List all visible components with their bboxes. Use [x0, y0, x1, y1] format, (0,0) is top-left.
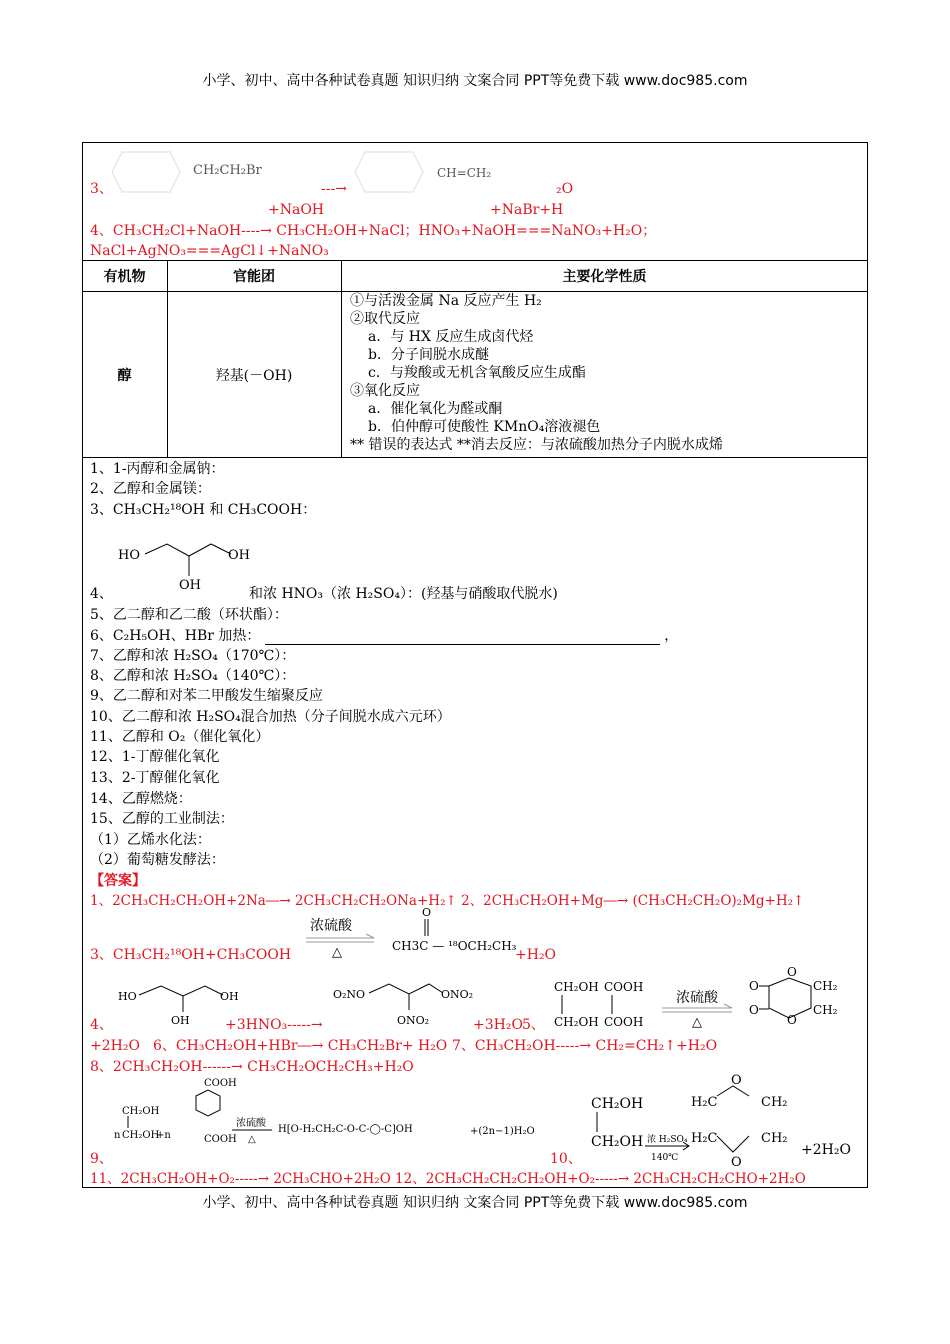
table-col-divider [341, 260, 342, 457]
answer-5-water: +2H₂O [90, 1038, 140, 1054]
question-10: 10、乙二醇和浓 H₂SO₄混合加热（分子间脱水成六元环） [90, 709, 451, 725]
question-7: 7、乙醇和浓 H₂SO₄（170℃）： [90, 648, 296, 664]
svg-text:HO: HO [118, 990, 137, 1003]
svg-text:140℃: 140℃ [651, 1153, 679, 1163]
answer-5-condition-arrow [656, 986, 740, 1032]
svg-text:OH: OH [171, 1014, 190, 1027]
page-header: 小学、初中、高中各种试卷真题 知识归纳 文案合同 PPT等免费下载 www.doc985.com [202, 73, 748, 89]
svg-text:ONO₂: ONO₂ [397, 1014, 430, 1027]
question-3: 3、CH₃CH₂¹⁸OH 和 CH₃COOH： [90, 502, 317, 518]
property-line: b．分子间脱水成醚 [368, 347, 489, 363]
table-cell-group: 羟基(－OH) [215, 368, 293, 384]
reaction-3-tail: ₂O [556, 181, 574, 197]
answer-title: 【答案】 [90, 873, 146, 889]
table-rule [82, 457, 868, 458]
svg-text:COOH: COOH [604, 1015, 644, 1029]
question-15: 15、乙醇的工业制法： [90, 811, 234, 827]
question-8: 8、乙醇和浓 H₂SO₄（140℃）： [90, 668, 296, 684]
table-col-divider [167, 260, 168, 457]
svg-text:+(2n−1)H₂O: +(2n−1)H₂O [470, 1126, 535, 1137]
svg-text:O: O [787, 965, 797, 979]
answer-3-water: +H₂O [515, 947, 557, 963]
svg-text:O₂NO: O₂NO [333, 988, 366, 1001]
svg-text:O: O [749, 1003, 759, 1017]
page-footer: 小学、初中、高中各种试卷真题 知识归纳 文案合同 PPT等免费下载 www.doc985.com [202, 1195, 748, 1211]
table-rule [82, 260, 868, 261]
answer-7: 7、CH₃CH₂OH-----→ CH₂=CH₂↑+H₂O [452, 1038, 718, 1054]
cyclic-ester-structure [745, 964, 845, 1034]
properties-list [350, 292, 723, 454]
property-line: ②取代反应 [350, 311, 420, 327]
answer-4-water: +3H₂O [473, 1017, 523, 1033]
answer-4-number: 4、 [90, 1017, 113, 1033]
answer-9-number: 9、 [90, 1151, 113, 1167]
reaction-4-line1: 4、CH₃CH₂Cl+NaOH----→ CH₃CH₂OH+NaCl；HNO₃+NaOH===NaNO₃+H₂O； [90, 223, 657, 239]
svg-text:△: △ [332, 945, 342, 960]
svg-text:HO: HO [118, 548, 140, 563]
property-line: b．伯仲醇可使酸性 KMnO₄溶液褪色 [368, 419, 601, 435]
svg-text:+n: +n [156, 1130, 171, 1141]
question-2: 2、乙醇和金属镁： [90, 481, 211, 497]
question-13: 13、2-丁醇催化氧化 [90, 770, 220, 786]
question-11: 11、乙醇和 O₂（催化氧化） [90, 729, 270, 745]
question-6-end: ， [664, 628, 679, 644]
svg-text:COOH: COOH [204, 1078, 237, 1089]
answer-1-2: 1、2CH₃CH₂CH₂OH+2Na―→ 2CH₃CH₂CH₂ONa+H₂↑ 2、2CH₃CH₂OH+Mg―→ (CH₃CH₂CH₂O)₂Mg+H₂↑ [90, 893, 805, 909]
svg-text:COOH: COOH [604, 980, 644, 994]
property-line: ①与活泼金属 Na 反应产生 H₂ [350, 293, 542, 309]
reaction-3-naoh: +NaOH [268, 202, 325, 218]
struct-ch2ch2br: CH₂CH₂Br [193, 163, 262, 178]
glycol-dimerization-structure [585, 1072, 865, 1172]
svg-text:O: O [731, 1073, 742, 1088]
question-4: 和浓 HNO₃（浓 H₂SO₄）：(羟基与硝酸取代脱水) [249, 586, 558, 602]
property-line: a．与 HX 反应生成卤代烃 [368, 329, 534, 345]
svg-text:COOH: COOH [204, 1134, 237, 1145]
svg-text:H[O-H₂CH₂C-O-C-◯-C]OH: H[O-H₂CH₂C-O-C-◯-C]OH [278, 1124, 413, 1135]
svg-text:O: O [731, 1155, 742, 1170]
answer-11-12: 11、2CH₃CH₂OH+O₂-----→ 2CH₃CHO+2H₂O 12、2CH₃CH₂CH₂CH₂OH+O₂-----→ 2CH₃CH₂CH₂CHO+2H₂O [90, 1171, 806, 1187]
table-header-substance: 有机物 [103, 269, 146, 285]
reaction-3-arrow: ---→ [321, 181, 347, 197]
answer-10-number: 10、 [550, 1151, 582, 1167]
question-12: 12、1-丁醇催化氧化 [90, 749, 220, 765]
svg-text:OH: OH [179, 578, 201, 593]
question-6 [90, 627, 678, 645]
struct-vinyl: CH=CH₂ [437, 166, 492, 180]
question-6-text: 6、C₂H₅OH、HBr 加热： [90, 628, 261, 644]
table-header-properties: 主要化学性质 [562, 269, 647, 285]
question-4-number: 4、 [90, 586, 113, 602]
nitroglycerin-structure [333, 974, 483, 1030]
svg-text:H₂C: H₂C [691, 1095, 718, 1110]
answer-blank [265, 631, 660, 645]
svg-text:CH₂OH: CH₂OH [122, 1106, 160, 1117]
answer-8: 8、2CH₃CH₂OH------→ CH₃CH₂OCH₂CH₃+H₂O [90, 1059, 414, 1075]
property-line: c．与羧酸或无机含氧酸反应生成酯 [368, 365, 586, 381]
reaction-3-number: 3、 [90, 181, 113, 197]
question-14: 14、乙醇燃烧： [90, 791, 192, 807]
answer-4-reagent: +3HNO₃-----→ [225, 1017, 323, 1033]
question-1: 1、1-丙醇和金属钠： [90, 461, 225, 477]
svg-text:CH₂OH: CH₂OH [122, 1130, 160, 1141]
glycerol-structure [115, 532, 265, 596]
svg-text:CH₂: CH₂ [761, 1095, 788, 1110]
svg-text:浓硫酸: 浓硫酸 [310, 918, 352, 934]
answer-6: 6、CH₃CH₂OH+HBr―→ CH₃CH₂Br+ H₂O [153, 1038, 448, 1054]
question-15-2: （2）葡萄糖发酵法： [90, 852, 225, 868]
answer-3: 3、CH₃CH₂¹⁸OH+CH₃COOH [90, 947, 292, 963]
table-header-group: 官能团 [233, 269, 275, 285]
property-line: ** 错误的表达式 **消去反应：与浓硫酸加热分子内脱水成烯 [350, 437, 723, 453]
svg-text:CH₂: CH₂ [761, 1131, 788, 1146]
svg-text:CH₂OH: CH₂OH [554, 980, 599, 994]
table-cell-substance: 醇 [117, 368, 132, 384]
svg-text:CH₂OH: CH₂OH [554, 1015, 599, 1029]
reaction-4-line2: NaCl+AgNO₃===AgCl↓+NaNO₃ [90, 243, 329, 259]
question-15-1: （1）乙烯水化法： [90, 832, 211, 848]
svg-text:OH: OH [228, 548, 250, 563]
svg-text:浓硫酸: 浓硫酸 [676, 990, 718, 1006]
svg-text:n: n [114, 1130, 121, 1141]
svg-text:CH₂: CH₂ [813, 979, 838, 993]
glycol-oxalic-acid-structure [550, 974, 650, 1038]
answer-3-condition-arrow [300, 914, 380, 960]
svg-text:H₂C: H₂C [691, 1131, 718, 1146]
polycondensation-structure [112, 1076, 552, 1158]
svg-text:浓 H₂SO₄: 浓 H₂SO₄ [647, 1135, 688, 1145]
svg-text:浓硫酸: 浓硫酸 [236, 1118, 266, 1129]
property-line: a．催化氧化为醛或酮 [368, 401, 503, 417]
answer-5-number: 5、 [522, 1017, 545, 1033]
svg-text:O: O [422, 906, 432, 919]
svg-text:O: O [749, 979, 759, 993]
svg-text:+2H₂O: +2H₂O [801, 1142, 851, 1158]
svg-text:△: △ [248, 1134, 256, 1145]
question-5: 5、乙二醇和乙二酸（环状酯）： [90, 607, 288, 623]
question-9: 9、乙二醇和对苯二甲酸发生缩聚反应 [90, 688, 323, 704]
svg-text:O: O [787, 1013, 797, 1027]
svg-text:OH: OH [220, 990, 239, 1003]
svg-text:CH3C — ¹⁸OCH₂CH₃: CH3C — ¹⁸OCH₂CH₃ [392, 939, 517, 953]
svg-text:△: △ [692, 1015, 702, 1030]
reaction-3-nabr: +NaBr+H [490, 202, 564, 218]
benzene-ring-sketch [112, 148, 182, 196]
svg-text:CH₂OH: CH₂OH [591, 1096, 644, 1112]
svg-text:CH₂: CH₂ [813, 1003, 838, 1017]
property-line: ③氧化反应 [350, 383, 420, 399]
svg-text:CH₂OH: CH₂OH [591, 1134, 644, 1150]
svg-text:ONO₂: ONO₂ [441, 988, 474, 1001]
benzene-ring-sketch [355, 148, 425, 196]
